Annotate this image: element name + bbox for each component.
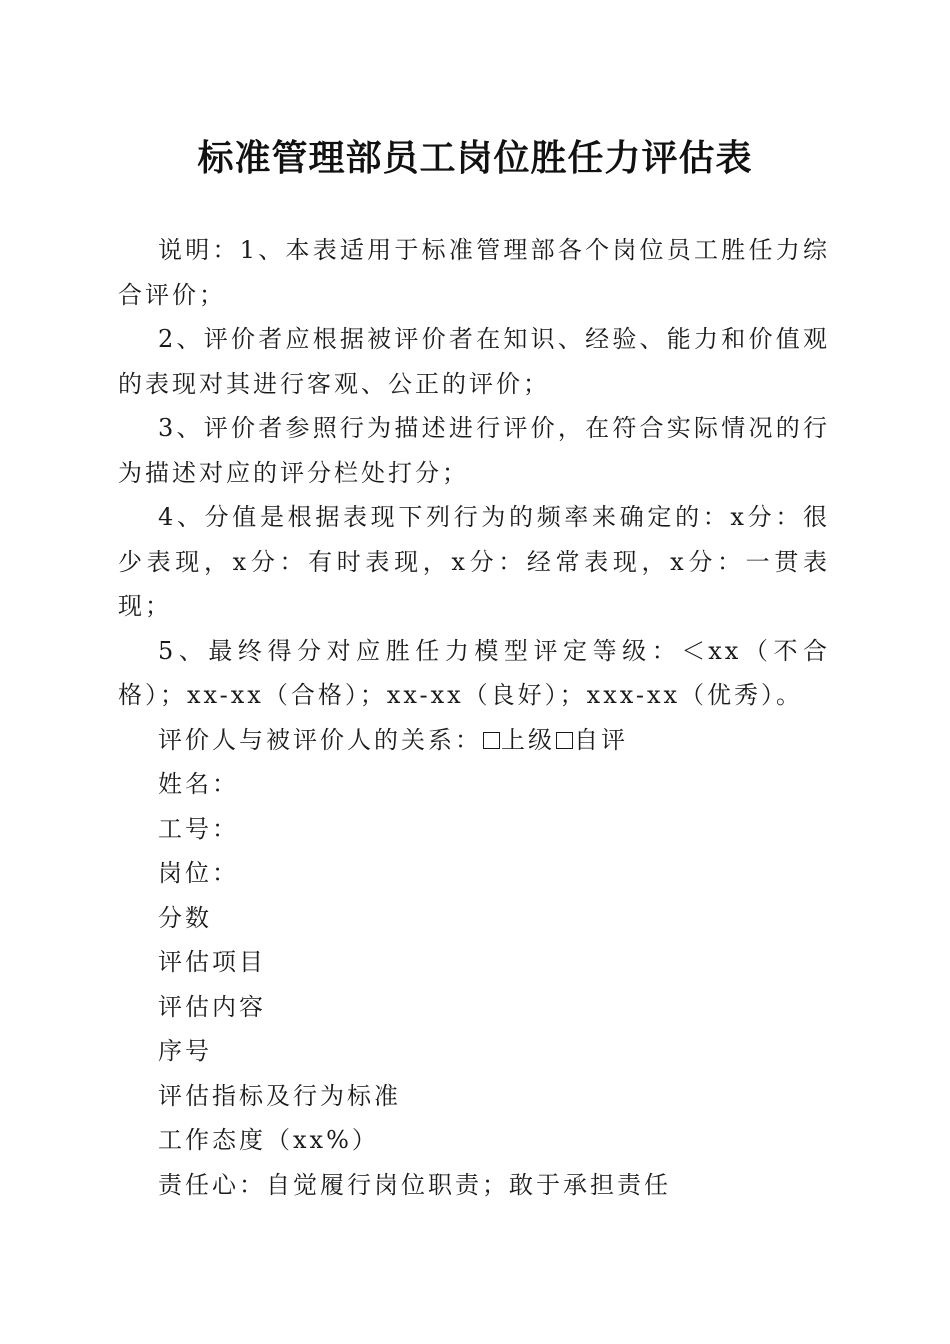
item-header: 评估项目 [158,948,266,976]
instruction-5: 5、最终得分对应胜任力模型评定等级：＜xx（不合格）；xx-xx（合格）；xx-xx（良好）；xxx-xx（优秀）。 [118,636,830,709]
instruction-2: 2、评价者应根据被评价者在知识、经验、能力和价值观的表现对其进行客观、公正的评价； [118,325,830,398]
instruction-1: 说明：1、本表适用于标准管理部各个岗位员工胜任力综合评价； [118,236,830,309]
relation-label: 评价人与被评价人的关系： [158,725,482,754]
superior-option-label: 上级 [501,725,555,754]
number-header: 序号 [158,1037,212,1065]
content-header: 评估内容 [158,992,266,1021]
criterion-responsibility: 责任心：自觉履行岗位职责；敢于承担责任 [158,1170,671,1199]
self-option-label: 自评 [574,725,628,754]
relation-line [118,718,830,763]
self-checkbox[interactable] [556,732,573,749]
document-body [118,228,830,1207]
instruction-4: 4、分值是根据表现下列行为的频率来确定的：x分：很少表现，x分：有时表现，x分：经常表现，x分：一贯表现； [118,503,830,620]
indicator-header: 评估指标及行为标准 [158,1081,401,1110]
instruction-3: 3、评价者参照行为描述进行评价，在符合实际情况的行为描述对应的评分栏处打分； [118,414,830,487]
employee-no-field: 工号： [158,814,239,843]
document-title: 标准管理部员工岗位胜任力评估表 [197,137,753,179]
name-field: 姓名： [158,770,239,798]
category-work-attitude: 工作态度（xx%） [158,1126,379,1154]
position-field: 岗位： [158,859,239,887]
score-header: 分数 [158,903,212,932]
superior-checkbox[interactable] [483,732,500,749]
